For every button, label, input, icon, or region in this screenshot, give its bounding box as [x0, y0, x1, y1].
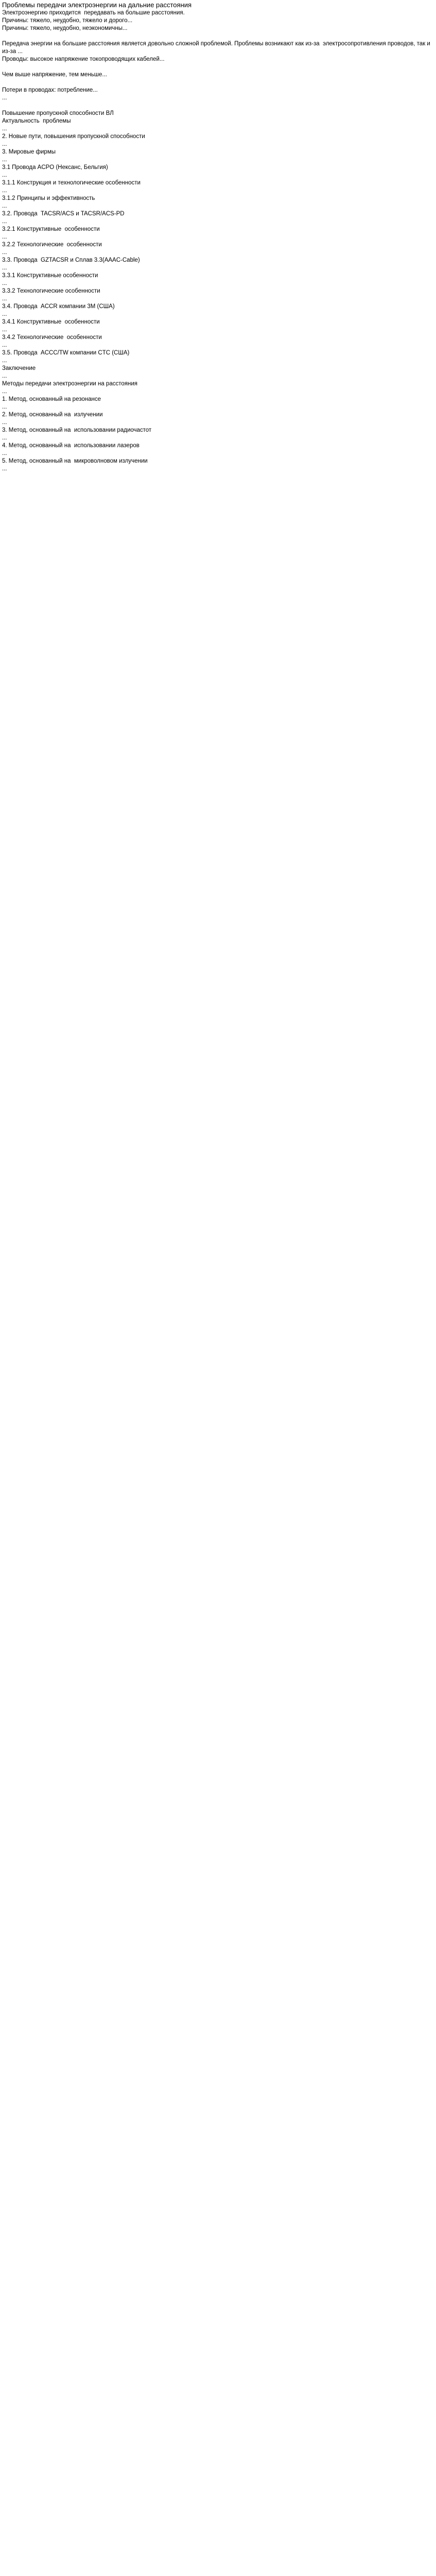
paragraph: ...: [2, 172, 7, 178]
paragraph: ...: [2, 419, 7, 426]
document-title: Проблемы передачи электроэнергии на дальние расстояния: [2, 1, 192, 9]
paragraph: 3.1.2 Принципы и эффективность: [2, 195, 95, 201]
paragraph: Причины: тяжело, неудобно, тяжело и дорого...: [2, 18, 133, 24]
paragraph: ...: [2, 218, 7, 225]
paragraph: ...: [2, 373, 7, 379]
paragraph: Повышение пропускной способности ВЛ: [2, 110, 114, 116]
paragraph: 3.4. Провода ACCR компании 3М (США): [2, 303, 115, 310]
paragraph: ...: [2, 157, 7, 163]
paragraph: ...: [2, 466, 7, 472]
paragraph: ...: [2, 265, 7, 271]
paragraph: ...: [2, 203, 7, 209]
paragraph: ...: [2, 358, 7, 364]
paragraph: 3.3.1 Конструктивные особенности: [2, 273, 98, 279]
document-page: [0, 0, 436, 473]
paragraph: 3.3. Провода GZTACSR и Сплав 3.3(AAAC-Cable): [2, 257, 140, 263]
paragraph: ...: [2, 188, 7, 194]
paragraph: ...: [2, 280, 7, 286]
paragraph: Чем выше напряжение, тем меньше...: [2, 72, 107, 78]
paragraph: 2. Новые пути, повышения пропускной способности: [2, 133, 145, 140]
paragraph: Электроэнергию приходится передавать на большие расстояния.: [2, 10, 185, 16]
paragraph: [2, 63, 434, 71]
paragraph: 3.2.1 Конструктивные особенности: [2, 226, 100, 232]
paragraph: 3. Мировые фирмы: [2, 149, 56, 155]
paragraph: ...: [2, 126, 7, 132]
paragraph: 3.4.2 Технологические особенности: [2, 334, 102, 341]
paragraph: 4. Метод, основанный на использовании лазеров: [2, 443, 139, 449]
paragraph: 3.3.2 Технологические особенности: [2, 288, 100, 294]
paragraph: 2. Метод, основанный на излучении: [2, 412, 103, 418]
paragraph: 1. Метод, основанный на резонансе: [2, 396, 101, 402]
paragraph: ...: [2, 234, 7, 240]
paragraph: ...: [2, 327, 7, 333]
document-body: [2, 9, 434, 473]
paragraph: ...: [2, 388, 7, 395]
paragraph: 3.1.1 Конструкция и технологические особенности: [2, 180, 141, 186]
paragraph: [2, 79, 434, 87]
paragraph: 3.1 Провода ACPO (Нексанс, Бельгия): [2, 164, 108, 171]
paragraph: Актуальность проблемы: [2, 118, 71, 124]
paragraph: ...: [2, 311, 7, 317]
paragraph: 3.5. Провода ACCC/TW компании CTC (США): [2, 350, 130, 356]
paragraph: Потери в проводах: потребление...: [2, 87, 98, 93]
paragraph: 3.2. Провода TACSR/ACS и TACSR/ACS-PD: [2, 211, 125, 217]
paragraph: ...: [2, 450, 7, 456]
paragraph: Методы передачи электроэнергии на расстояния: [2, 381, 137, 387]
paragraph: ...: [2, 404, 7, 410]
paragraph: ...: [2, 249, 7, 256]
paragraph: 3. Метод, основанный на использовании радиочастот: [2, 427, 152, 433]
paragraph: [2, 102, 434, 110]
paragraph: ...: [2, 296, 7, 302]
paragraph: 3.4.1 Конструктивные особенности: [2, 319, 100, 325]
paragraph: 5. Метод, основанный на микроволновом излучении: [2, 458, 148, 464]
paragraph: [2, 32, 434, 40]
paragraph: Проводы: высокое напряжение токопроводящих кабелей...: [2, 56, 165, 62]
paragraph: Заключение: [2, 365, 36, 371]
paragraph: ...: [2, 141, 7, 147]
paragraph: 3.2.2 Технологические особенности: [2, 242, 102, 248]
paragraph: ...: [2, 435, 7, 441]
paragraph: Причины: тяжело, неудобно, неэкономичны...: [2, 25, 128, 31]
paragraph: ...: [2, 95, 7, 101]
paragraph: ...: [2, 342, 7, 348]
paragraph: Передача энергии на большие расстояния является довольно сложной проблемой. Проблемы возникают как из-за электросопротивления проводов, так и из-за ...: [2, 41, 432, 55]
